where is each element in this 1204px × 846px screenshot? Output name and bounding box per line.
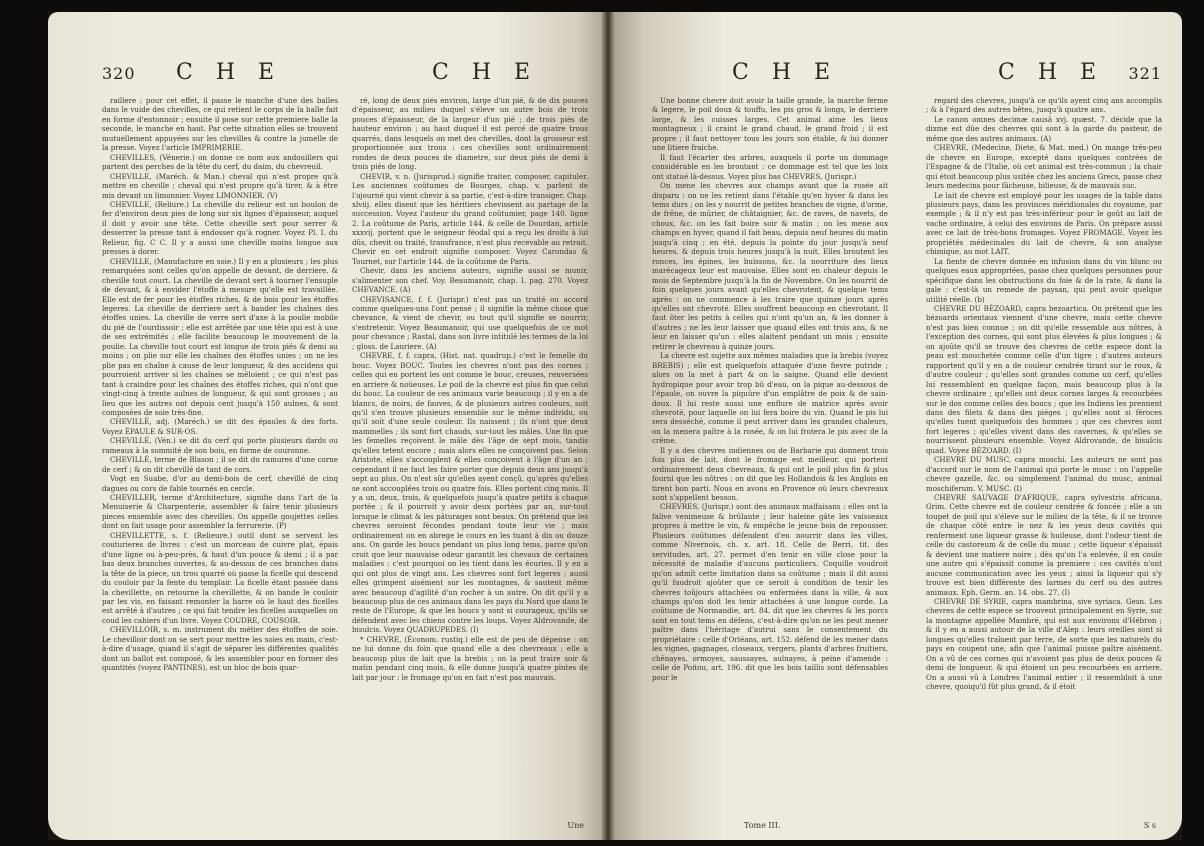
running-head: C H E: [732, 60, 839, 85]
text-column-2: [926, 96, 1162, 840]
paragraph: CHEVRE DE SYRIE, capra mambrina, sive syriaca. Gesn. Les chevres de cette espece se trouvent principalement en Syrie, sur la montagne appellée Mambré, qui est aux environs d'Hébron ; & il y en a aussi autour de la ville d'Alep : leurs oreilles sont si longues qu'elles traînent par terre, de sorte que les naturels du pays en coupent une, afin que l'animal puisse paître aisément. On a vû de ces cornes qui n'avoient pas plus de deux pouces & demi de longueur, & qui étoient un peu recourbées en arriere. On a aussi vû à Londres l'animal entier ; il ressembloit à une chevre, quoiqu'il fût plus grand, & il étoit: [926, 597, 1162, 692]
paragraph: ré, long de deux piés environ, large d'un pié, & de dix pouces d'épaisseur, au milieu duquel s'éleve un autre bois de trois pouces d'épaisseur, de la largeur d'un pié ; de trois piés de hauteur environ ; au haut duquel il est percé de quatre trous quarrés, dans lesquels on met des chevilles, dont la grosseur est proportionnée aux trous : ces chevilles sont ordinairement rondes de deux pouces de diametre, sur deux piés de demi à trois piés de long.: [352, 96, 588, 172]
paragraph: raillere ; pour cet effet, il passe le manche d'une des balles dans le vuide des chevilles, ce qui retient le corps de la balle fait en forme d'entonnoir ; ensuite il pose sur cette premiere balle la seconde, le manche en haut. Par cette situation elles se trouvent mutuellement appuyées sur les chevilles & contre la jumelle de la presse. Voyez l'article IMPRIMERIE.: [102, 96, 338, 153]
paragraph: CHEVRE DU MUSC, capra moschi. Les auteurs ne sont pas d'accord sur le nom de l'animal qui porte le musc : on l'appelle chevre gazelle, &c. ou simplement l'animal du musc, animal moschiferum. V. MUSC. (I): [926, 455, 1162, 493]
paragraph: CHEVILLES, (Vénerie.) on donne ce nom aux andouillers qui partent des perches de la tête du cerf, du daim, du chevreuil.: [102, 152, 338, 172]
running-head: C H E: [176, 60, 283, 85]
paragraph: La fiente de chevre donnée en infusion dans du vin blanc ou quelques eaux appropriées, passe chez quelques personnes pour spécifique dans les obstructions du foie & de la rate, & dans la gale : c'est-là un remede de paysan, qui peut avoir quelque utilité réelle. (b): [926, 256, 1162, 304]
paragraph: CHEVRES, (Jurispr.) sont des animaux malfaisans : elles ont la falive venimeuse & brûlante ; leur haleine gâte les vaisseaux propres à mettre le vin, & empêche le jeune bois de repousser. Plusieurs coûtumes défendent d'en nourrir dans les villes, comme Nivernois, ch. x. art. 18. Celle de Berri, tit. des servitudes, art. 27. permet d'en tenir en ville close pour la nécessité de maladie d'aucuns particuliers. Coquille voudroit qu'on admît cette limitation dans sa coûtume ; mais il dit aussi qu'il faudroit ajoûter que ce seroit à condition de tenir les chevres toûjours attachées ou enfermées dans la ville, & aux champs qu'on doit les tenir attachées à une longue corde. La coûtume de Normandie, art. 84. dit que les chevres & les porcs sont en tout tems en défens, c'est-à-dire qu'on ne les peut mener paître dans l'héritage d'autrui sans le consentement du propriétaire : celle d'Orléans, art. 152. défend de les mener dans les vignes, gagnages, closeaux, vergers, plants d'arbres fruitiers, chênayes, ormoyes, saussayes, aulnayes, à peine d'amende : celle de Poitou, art. 196. dit que les bois taillis sont défensables pour le: [652, 502, 888, 682]
paragraph: * CHEVRE, (Économ. rustiq.) elle est de peu de dépense : on ne lui donne du foin que quand elle a des chevreaux ; elle a beaucoup plus de lait que la brebis ; on la peut traire soir & matin pendant cinq mois, & elle donne jusqu'à quatre pintes de lait par jour : le fromage qu'on en fait n'est pas mauvais.: [352, 634, 588, 682]
paragraph: CHEVILLÉ, adj. (Maréch.) se dit des épaules & des forts. Voyez ÉPAULE & SUR-OS.: [102, 417, 338, 436]
paragraph: CHEVIR, v. n. (Jurisprud.) signifie traiter, composer, capituler. Les anciennes coûtumes de Bourges, chap. v. parlent de l'ajourné qui vient chevir à sa partie, c'est-à-dire transiger. Chap. xlviij. elles disent que les héritiers chevissent au partage de la succession. Voyez l'auteur du grand coûtumier, page 140. ligne 2. La coûtume de Paris, article 144. & celle de Dourdan, article xxxvij. portent que le seigneur féodal qui a reçu les droits à lui dûs, chevit ou traité, transfrance, n'est plus recevable au retrait. Chevir en cet endroit signifie composer. Voyez Carondas & Tournet, sur l'article 144. de la coûtume de Paris.: [352, 171, 588, 266]
paragraph: CHEVILLE, (Reliure.) La cheville du relieur est un boulon de fer d'environ deux pies de long sur six lignes d'épaisseur, auquel il doit y avoir une tête. Cette cheville sert pour serrer & desserrer la presse tant à endosser qu'à rogner. Voyez Pl. I. du Relieur, fig. C C. Il y a aussi une cheville moins longue aux presses à dorer.: [102, 199, 338, 257]
right-page-header: [652, 60, 1162, 88]
running-head: C H E: [998, 60, 1105, 85]
open-book: [48, 12, 1182, 840]
paragraph: CHEVRE SAUVAGE D'AFRIQUE, capra sylvestris africana. Grim. Cette chevre est de couleur cendrée & foncée ; elle a un toupet de poil qui s'éleve sur le milieu de la tête, & il se trouve de chaque côté entre le nez & les yeux deux cavités qui renferment une liqueur grasse & huileuse, dont l'odeur tient de celle du castoreum & de celle du musc ; cette liqueur s'épaissit & devient une matiere noire ; dès qu'on l'a enlevée, il en coule une autre qui s'épaissit comme la premiere : ces cavités n'ont aucune communication avec les yeux ; ainsi la liqueur qui s'y trouve est bien différente des larmes du cerf ou des autres animaux. Eph. Germ. an. 14. obs. 27. (I): [926, 493, 1162, 597]
paragraph: CHEVILLER, terme d'Architecture, signifie dans l'art de la Menuiserie & Charpenterie, assembler & faire tenir plusieurs pieces ensemble avec des chevilles. On appelle goujettes celles dont on fait usage pour assembler la ferrurerie. (P): [102, 493, 338, 531]
text-column-2: [352, 96, 588, 840]
paragraph: Une bonne chevre doit avoir la taille grande, la marche ferme & legere, le poil doux & touffu, les pis gros & longs, le derriere large, & les cuisses larges. Cet animal aime les lieux montagneux ; il craint le grand chaud, le grand froid ; il est propre ; il faut nettoyer tous les jours son étable, & lui donner une litiere fraiche.: [652, 96, 888, 153]
catchword: Une: [567, 821, 584, 830]
paragraph: La chevre est sujette aux mêmes maladies que la brebis (voyez BREBIS) ; elle est quelquefois attaquée d'une fievre putride ; alors on la met à part & on la saigne. Quand elle devient hydropique pour avoir trop bû d'eau, on la pique au-dessous de l'épaule, on ouvre la piquûre d'un emplâtre de poix & de sain-doux. Il lui reste aussi une enflure de matrice après avoir chevroté, pour laquelle on lui fera boire du vin. Quand le pis lui sera desséché, comme il peut arriver dans les grandes chaleurs, on la menera paître à la rosée, & on lui frotera le pis avec de la crême.: [652, 351, 888, 446]
page-number: 320: [102, 64, 136, 83]
paragraph: CHEVILLE, (Maréch. & Man.) cheval qui n'est propre qu'à mettre en cheville ; cheval qui n'est propre qu'à tirer, & à être mis devant un limonnier. Voyez LIMONNIER. (V): [102, 171, 338, 200]
text-column-1: [102, 96, 338, 840]
paragraph: CHEVILLOIR, s. m. instrument du métier des étoffes de soie. Le chevilloir dont on se sert pour mettre les soies en main, c'est-à-dire d'usage, quand il s'agit de séparer les différentes qualités dont un ballot est composé, & les assembler pour en former des quantités (voyez PANTINES), est un bloc de bois quar-: [102, 625, 338, 673]
paragraph: CHEVISANCE, f. f. (Jurispr.) n'est pas un traité ou accord comme quelques-uns l'ont pensé ; il signifie la même chose que chevance, & vient de chevir, ou tout qu'il signifie se nourrir, s'entretenir. Voyez Beaumanoir, qui use quelquefois de ce mot pour chevance ; Rastal, dans son livre intitulé les termes de la loi ; gloss. de Lauriere. (A): [352, 294, 588, 351]
text-column-1: [652, 96, 888, 840]
right-page: [610, 12, 1182, 840]
paragraph: Il y a des chevres indiennes ou de Barbarie qui donnent trois fois plus de lait, dont le fromage est meilleur, qui portent ordinairement deux chevreaux, & qui ont le poil plus fin & plus fourni que les nôtres : on dit que les Hollandois & les Anglois en tirent bon parti. Nous en avons en Provence où leurs chevreaux sont s'appellent besson.: [652, 445, 888, 503]
left-page: [48, 12, 606, 840]
paragraph: CHEVRE DU BÉZOARD, capra bezoartica. On prétend que les bézoards orientaux viennent d'une chevre, mais cette chevre n'est pas bien connue ; on dit qu'elle ressemble aux nôtres, à l'exception des cornes, qui sont plus élevées & plus longues ; & on ajoûte qu'il se trouve des chevres de cette espece dont la peau est mouchetée comme celle d'un tigre ; d'autres auteurs rapportent qu'il y en a de couleur cendrée tirant sur le roux, & d'autre couleur ; qu'elles sont grandes comme un cerf, qu'elles lui ressemblent en quelque façon, mais beaucoup plus à la chevre ordinaire ; qu'elles ont deux cornes larges & recourbées sur le dos comme celles des boucs ; que les Indiens les prennent dans des filets & dans des piéges ; qu'elles sont si féroces qu'elles tuent quelquefois des hommes ; que ces chevres sont fort legeres ; qu'elles vivent dans des cavernes, & qu'elles se nourrissent plusieurs ensemble. Voyez Aldrovande, de bisulcis quad. Voyez BÉZOARD. (I): [926, 303, 1162, 455]
paragraph: CHEVILLETTE, s. f. (Relieure.) outil dont se servent les couturieres de livres : c'est un morceau de cuivre plat, épais d'une ligne ou à-peu-près, & haut d'un pouce & demi ; il a par bas deux branches ouvertes, & au-dessus de ces branches dans la tête de la piece, un trou quarré où passe la ficelle qui descend du couloir par la fente du templair. La ficelle étant passée dans la chevillette, on retourne la chevillette, & on bande le couloir par les vis, en faisant remonter la barre où le haut des ficelles est arrêté à d'autres ; ce qui fait tendre les ficelles auxquelles on coud les cahiers d'un livre. Voyez COUDRE, COUSOIR.: [102, 530, 338, 625]
text-columns: [652, 96, 1162, 840]
paragraph: Vogt en Suabe, d'or au demi-bois de cerf, chevillé de cinq dagues ou cors de fable tournés en cercle.: [102, 474, 338, 493]
paragraph: CHEVRE, (Medecine, Diete, & Mat. med.) On mange très-peu de chevre en Europe, excepté dans quelques contrées de l'Espagne & de l'Italie, où cet animal est très-commun ; la chair qui étoit beaucoup plus usitée chez les anciens Grecs, passe chez leurs medecins pour fâcheuse, bilieuse, & de mauvais suc.: [926, 143, 1162, 191]
page-number: 321: [1128, 64, 1162, 83]
paragraph: Le canon omnes decimæ causâ xvj. quæst. 7. décide que la dixme est dûe des chevres qui sont à la garde du pasteur, de même que des autres animaux. (A): [926, 114, 1162, 143]
paragraph: On mene les chevres aux champs avant que la rosée ait disparu : on ne les retient dans l'étable qu'en hyver & dans les tems durs ; on les y nourrit de petites branches de vigne, d'orme, de frêne, de mûrier, de châtaignier, &c. de raves, de navets, de choux, &c. on les fait boire soir & matin ; on les mene aux champs en hyver, quand il fait beau, depuis neuf heures du matin jusqu'à cinq ; en été, depuis la pointe du jour jusqu'à neuf heures, & depuis trois heures jusqu'à la nuit. Elles broutent les ronces, les épines, les buissons, &c. la nourriture des lieux marécageux leur est mauvaise. Elles sont en chaleur depuis le mois de Septembre jusqu'à la fin de Novembre. On les nourrit de foin quelques jours avant qu'elles chevrotent, & quelque tems après : on ne commence à les traire que quinze jours après qu'elles ont chevroté. Elles souffrent beaucoup en chevrotant. Il faut ôter les petits à celles qui n'ont qu'un an, & les donner à d'autres ; ne les leur laisser que quand elles ont trois ans, & ne leur en laisser qu'un : elles alaitent pendant un mois ; ensuite retirer le chevreau à quinze jours.: [652, 181, 888, 351]
book-gutter: [602, 12, 614, 840]
volume-signature: Tome III.: [744, 821, 781, 830]
paragraph: Chevir, dans les anciens auteurs, signifie aussi se munir, s'alimenter son chef. Voy. Beaumanoir, chap. I. pag. 270. Voyez CHEVANCE. (A): [352, 266, 588, 295]
paragraph: Il faut l'écarter des arbres, auxquels il porte un dommage considérable en les broutant : ce dommage est tel que les loix ont statué là-dessus. Voyez plus bas CHEVRES, (Jurispr.): [652, 152, 888, 181]
left-page-header: [102, 60, 588, 88]
paragraph: CHEVILLÉ, terme de Blason ; il se dit du ramures d'une corne de cerf ; & on dit chevillé de tant de cors.: [102, 455, 338, 474]
paragraph: CHEVRE, f. f. capra, (Hist. nat. quadrup.) c'est le femelle du bouc. Voyez BOUC. Toutes les chevres n'ont pas des cornes ; celles qui en portent les ont comme le bouc, creuses, renversées en arriere & noüeuses. Le poil de la chevre est plus fin que celui du bouc. La couleur de ces animaux varie beaucoup ; il y en a de blancs, de noirs, de fauves, & de plusieurs autres couleurs, soit qu'il s'en trouve plusieurs ensemble sur le même individu, ou qu'il soit d'une seule couleur. Ils naissent ; ils n'ont que deux mammelles ; ils sont fort chauds, sur-tout les mâles. Une fin que les femelles reçoivent le mâle dès l'âge de sept mois, tandis qu'elles tetent encore ; mais alors elles ne conçoivent pas. Selon Aristote, elles s'accouplent & elles conçoivent à l'âge d'un an ; cependant il ne faut les faire porter que depuis deux ans jusqu'à sept au plus. On n'est sûr qu'elles ayent conçû, qu'après qu'elles se sont accouplées trois ou quatre fois. Elles portent cinq mois. Il y a un, deux, trois, & quelquefois jusqu'à quatre petits à chaque portée ; & il pourroit y avoir deux portées par an, sur-tout lorsque le climat & les pâturages sont beaux. On prétend que les chevres seroient fécondes pendant toute leur vie ; mais ordinairement on en abrege le cours en les tuant à dix ou douze ans. On garde les boucs pendant un plus long tems, parce qu'on croit que leur mauvaise odeur garantit les chevaux de certaines maladies : c'est pourquoi on les tient dans les écuries. Il y en a qui ont plus de vingt ans. Les chevres sont fort legeres ; aussi elles grimpent aisément sur les montagnes, & sautent même avec beaucoup d'agilité d'un rocher à un autre. On dit qu'il y a beaucoup plus de ces animaux dans les pays du Nord que dans le reste de l'Europe, & que les boucs y sont si courageux, qu'ils se défendent avec les chiens contre les loups. Voyez Aldrovande, de bisulcis. Voyez QUADRUPEDES. (I): [352, 351, 588, 635]
paragraph: CHEVILLÉ, (Vén.) se dit du cerf qui porte plusieurs dards ou rameaux à la sommité de son bois, en forme de couronne.: [102, 436, 338, 455]
paragraph: Le lait de chevre est employé pour les usages de la table dans plusieurs pays, dans les provinces méridionales du royaume, par exemple ; & il n'y est pas très-inférieur pour le goût au lait de vache ordinaire, à celui des environs de Paris. On prépare aussi avec ce lait de très-bons fromages. Voyez FROMAGE. Voyez les propriétés médecinales du lait de chevre, & son analyse chimique, au mot LAIT.: [926, 190, 1162, 257]
paragraph: CHEVILLE, (Manufacture en soie.) Il y en a plusieurs ; les plus remarquées sont celles qu'on appelle de devant, de derriere, & cheville tout court. La cheville de devant sert à tourner l'ensuple de devant, & à envider l'étoffe à mesure qu'elle est travaillée. Elle est de fer pour les étoffes riches, & de bois pour les étoffes legeres. La cheville de derriere sert à bander les chaînes des étoffes unies. La cheville de verre sert d'axe à la poulie mobile du pié de l'ourdissoir ; elle est arrêtée par une tête qui est à une de ses extrémités ; elle facilite beaucoup le mouvement de la poulie. La cheville tout court est longue de trois piés & demi au moins ; on plie sur elle les chaînes des étoffes unies ; on ne les plie pas en chaîne à cause de leur longueur, & des accidens qui pourroient arriver si les chaînes se mêloient ; ce qui n'est pas tant à craindre pour les chaînes des étoffes riches, qui n'ont que vingt-cinq à trente aulnes de longueur, & qui sont grosses ; au lieu que les autres ont depuis cent jusqu'à 150 aulnes, & sont composées de soie très-fine.: [102, 256, 338, 417]
text-columns: [102, 96, 588, 840]
running-head: C H E: [432, 60, 539, 85]
paragraph: regard des chevres, jusqu'à ce qu'ils ayent cinq ans accomplis ; & à l'égard des autres bêtes, jusqu'à quatre ans.: [926, 96, 1162, 115]
sheet-signature: S s: [1143, 821, 1156, 830]
